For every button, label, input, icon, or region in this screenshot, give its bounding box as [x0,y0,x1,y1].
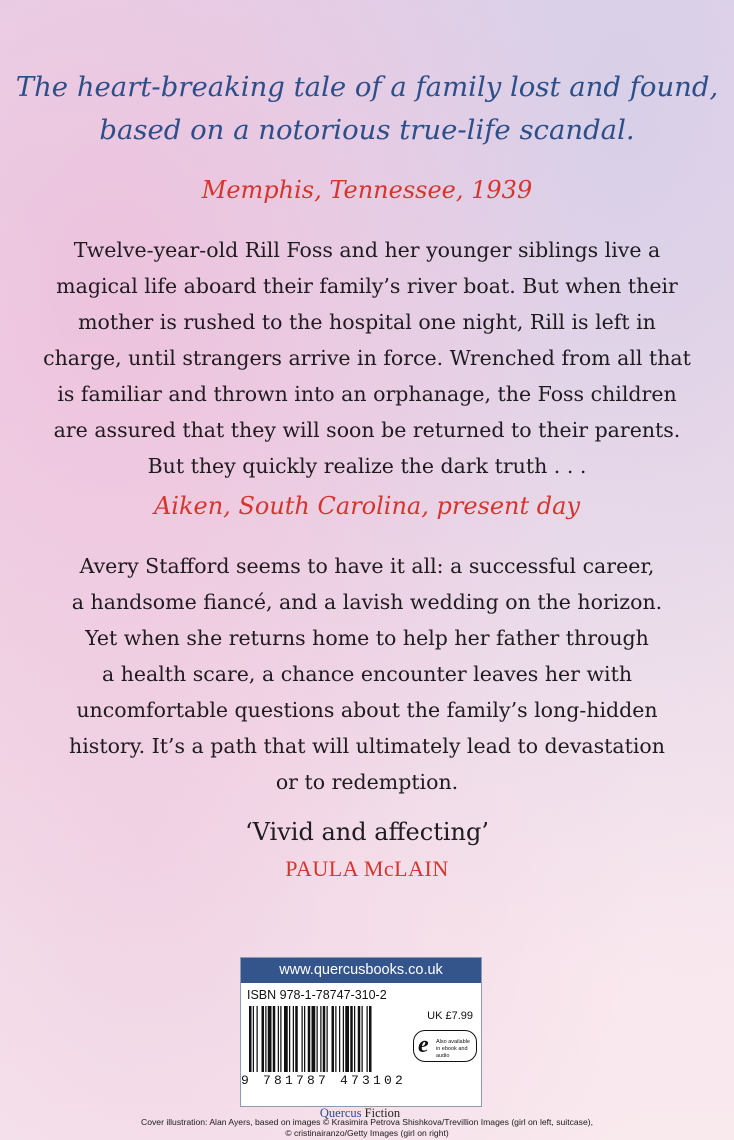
synopsis-1-line: are assured that they will soon be returned to their parents. [53,418,681,442]
synopsis-2-line: Avery Stafford seems to have it all: a successful career, [79,554,655,578]
synopsis-1-line: charge, until strangers arrive in force. Wrenched from all that [43,346,691,370]
synopsis-paragraph-1 [0,232,734,484]
review-quote-author: PAULA McLAIN [285,856,449,881]
synopsis-2-line: history. It’s a path that will ultimately lead to devastation [69,734,665,758]
ebook-e-glyph: e [418,1032,429,1058]
synopsis-1-line: magical life aboard their family’s river boat. But when their [56,274,678,298]
synopsis-2-line: Yet when she returns home to help her father through [85,626,649,650]
ebook-availability-text: Also available in ebook and audio [436,1039,470,1059]
synopsis-1-line: is familiar and thrown into an orphanage, the Foss children [57,382,677,406]
credits-line-1: Cover illustration: Alan Ayers, based on images © Krasimira Petrova Shishkova/Trevillion Images (girl on left, suitcase), [141,1117,593,1127]
credits-line-2: © cristinairanzo/Getty Images (girl on right) [285,1128,449,1138]
synopsis-paragraph-2 [0,548,734,800]
tagline [0,66,734,152]
review-quote: ‘Vivid and affecting’ [245,818,489,846]
synopsis-1-line: Twelve-year-old Rill Foss and her younger siblings live a [73,238,661,262]
credits-text [0,1117,734,1139]
setting-heading-aiken: Aiken, South Carolina, present day [153,492,581,520]
isbn-label: ISBN 978-1-78747-310-2 [247,988,387,1002]
synopsis-2-line: uncomfortable questions about the family’s long-hidden [76,698,658,722]
barcode-panel [240,957,482,1107]
price-label: UK £7.99 [427,1010,473,1022]
barcode-icon [249,1006,411,1072]
barcode-digits: 9 781787 473102 [241,1073,407,1088]
tagline-line-2: based on a notorious true-life scandal. [99,114,635,146]
publisher-imprint-label: Fiction [364,1106,401,1120]
tagline-line-1: The heart-breaking tale of a family lost and found, [15,71,719,103]
synopsis-2-line: a health scare, a chance encounter leaves her with [101,662,633,686]
synopsis-2-line: or to redemption. [275,770,459,794]
publisher-name: Quercus [319,1106,362,1120]
publisher-url: www.quercusbooks.co.uk [241,958,481,983]
setting-heading-memphis: Memphis, Tennessee, 1939 [201,176,533,204]
synopsis-1-line: But they quickly realize the dark truth . . . [147,454,587,478]
ebook-audio-icon [413,1030,477,1062]
synopsis-2-line: a handsome fiancé, and a lavish wedding on the horizon. [71,590,663,614]
synopsis-1-line: mother is rushed to the hospital one night, Rill is left in [78,310,656,334]
